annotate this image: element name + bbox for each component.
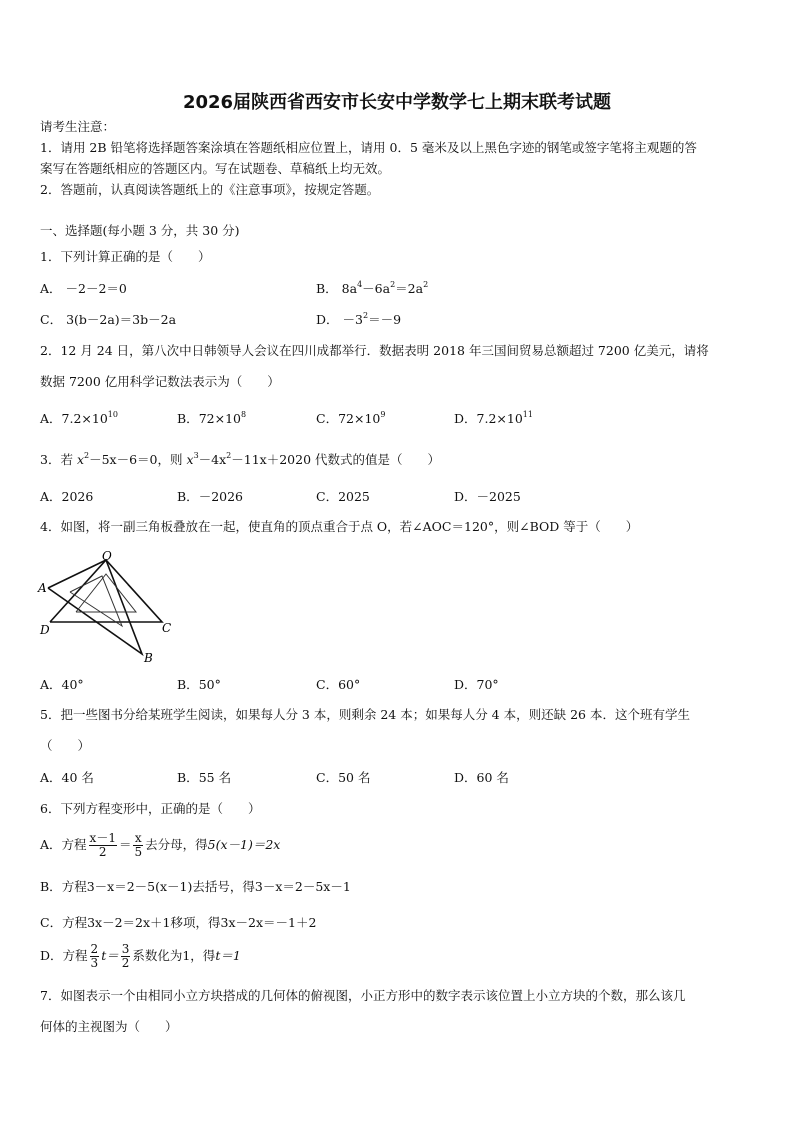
option-label: A． [40,281,62,296]
q3-stem: 3．若 $x^2-5x-6=0$，则 $x^3-4x^2-11x+2020$ 代数式的值是（ ） [40,451,441,467]
q4-stem: 4．如图，将一副三角板叠放在一起，使直角的顶点重合于点 O，若∠AOC＝120°，则∠BOD 等于（ ） [40,519,639,534]
q6-option-b: B．方程3－x＝2－5(x－1)去括号，得3－x＝2－5x－1 [40,879,351,894]
q7-stem-line1: 7．如图表示一个由相同小立方块搭成的几何体的俯视图，小正方形中的数字表示该位置上小立方块的个数，那么该几 [40,988,686,1003]
q2-stem-line1: 2．12 月 24 日，第八次中日韩领导人会议在四川成都举行．数据表明 2018 年三国间贸易总额超过 7200 亿美元，请将 [40,343,709,358]
q4-option-c: C．60° [316,677,361,692]
q5-option-d: D．60 名 [454,770,509,785]
label-a: A [38,581,47,595]
q3-option-d: D．－2025 [454,489,521,504]
option-label: C． [40,312,63,327]
option-text: －2－2＝0 [65,281,127,296]
q2-option-d: D．$7.2\times 10^{11}$ [454,410,533,426]
option-text: $8a^4-6a^2=2a^2$ [341,280,429,296]
option-label: D． [316,312,339,327]
q6-stem: 6．下列方程变形中，正确的是（ ） [40,801,261,816]
notice-heading: 请考生注意： [40,119,116,134]
q2-option-a: A．$7.2\times 10^{10}$ [40,410,118,426]
triangle-aob [48,560,142,654]
q4-option-b: B．50° [177,677,221,692]
notice-item-2: 2．答题前，认真阅读答题纸上的《注意事项》，按规定答题。 [40,182,380,197]
q1-option-d [316,312,401,328]
q4-option-d: D．70° [454,677,499,692]
q1-stem: 1．下列计算正确的是（ ） [40,249,211,264]
q3-option-a: A．2026 [40,489,94,504]
option-label: B． [316,281,338,296]
page-title: 2026届陕西省西安市长安中学数学七上期末联考试题 [182,92,612,113]
notice-item-1: 1．请用 2B 铅笔将选择题答案涂填在答题纸相应位置上，请用 0．5 毫米及以上黑色字迹的钢笔或签字笔将主观题的答 [40,140,697,155]
q7-stem-line2: 何体的主视图为（ ） [40,1019,178,1034]
q2-option-b: B．$72\times 10^8$ [177,410,247,426]
q2-stem-line2: 数据 7200 亿用科学记数法表示为（ ） [40,374,280,389]
notice-item-1-cont: 案写在答题纸相应的答题区内。写在试题卷、草稿纸上均无效。 [40,161,391,176]
option-text: 3(b－2a)＝3b－2a [66,312,177,327]
q5-stem-line2: （ ） [40,738,91,753]
q1-option-a [40,281,127,297]
q3-option-c: C．2025 [316,489,370,504]
section-heading: 一、选择题(每小题 3 分，共 30 分) [40,223,240,238]
q1-option-c [40,312,176,328]
q5-option-c: C．50 名 [316,770,371,785]
q6-option-d: D．方程 $\frac{2}{3}$ t＝ $\frac{3}{2}$ 系数化为1，得t＝1 [40,942,241,970]
q5-option-b: B．55 名 [177,770,232,785]
q1-option-b [316,281,428,297]
q4-option-a: A．40° [40,677,84,692]
q2-option-c: C．$72\times 10^9$ [316,410,386,426]
q3-option-b: B．－2026 [177,489,243,504]
label-d: D [40,623,50,637]
q4-triangles-figure [36,548,186,668]
label-o: O [102,549,112,563]
triangle-doc [50,560,162,622]
option-text: $-3^2=-9$ [342,311,402,327]
q5-stem-line1: 5．把一些图书分给某班学生阅读，如果每人分 3 本，则剩余 24 本；如果每人分 4 本，则还缺 26 本．这个班有学生 [40,707,690,722]
q6-option-c: C．方程3x－2＝2x＋1移项，得3x－2x＝－1＋2 [40,915,317,930]
q6-option-a: A．方程 $\frac{x-1}{2}$ ＝ $\frac{x}{5}$ 去分母，得5(x－1)＝2x [40,831,281,859]
label-c: C [162,621,172,635]
q5-option-a: A．40 名 [40,770,94,785]
label-b: B [144,651,153,665]
